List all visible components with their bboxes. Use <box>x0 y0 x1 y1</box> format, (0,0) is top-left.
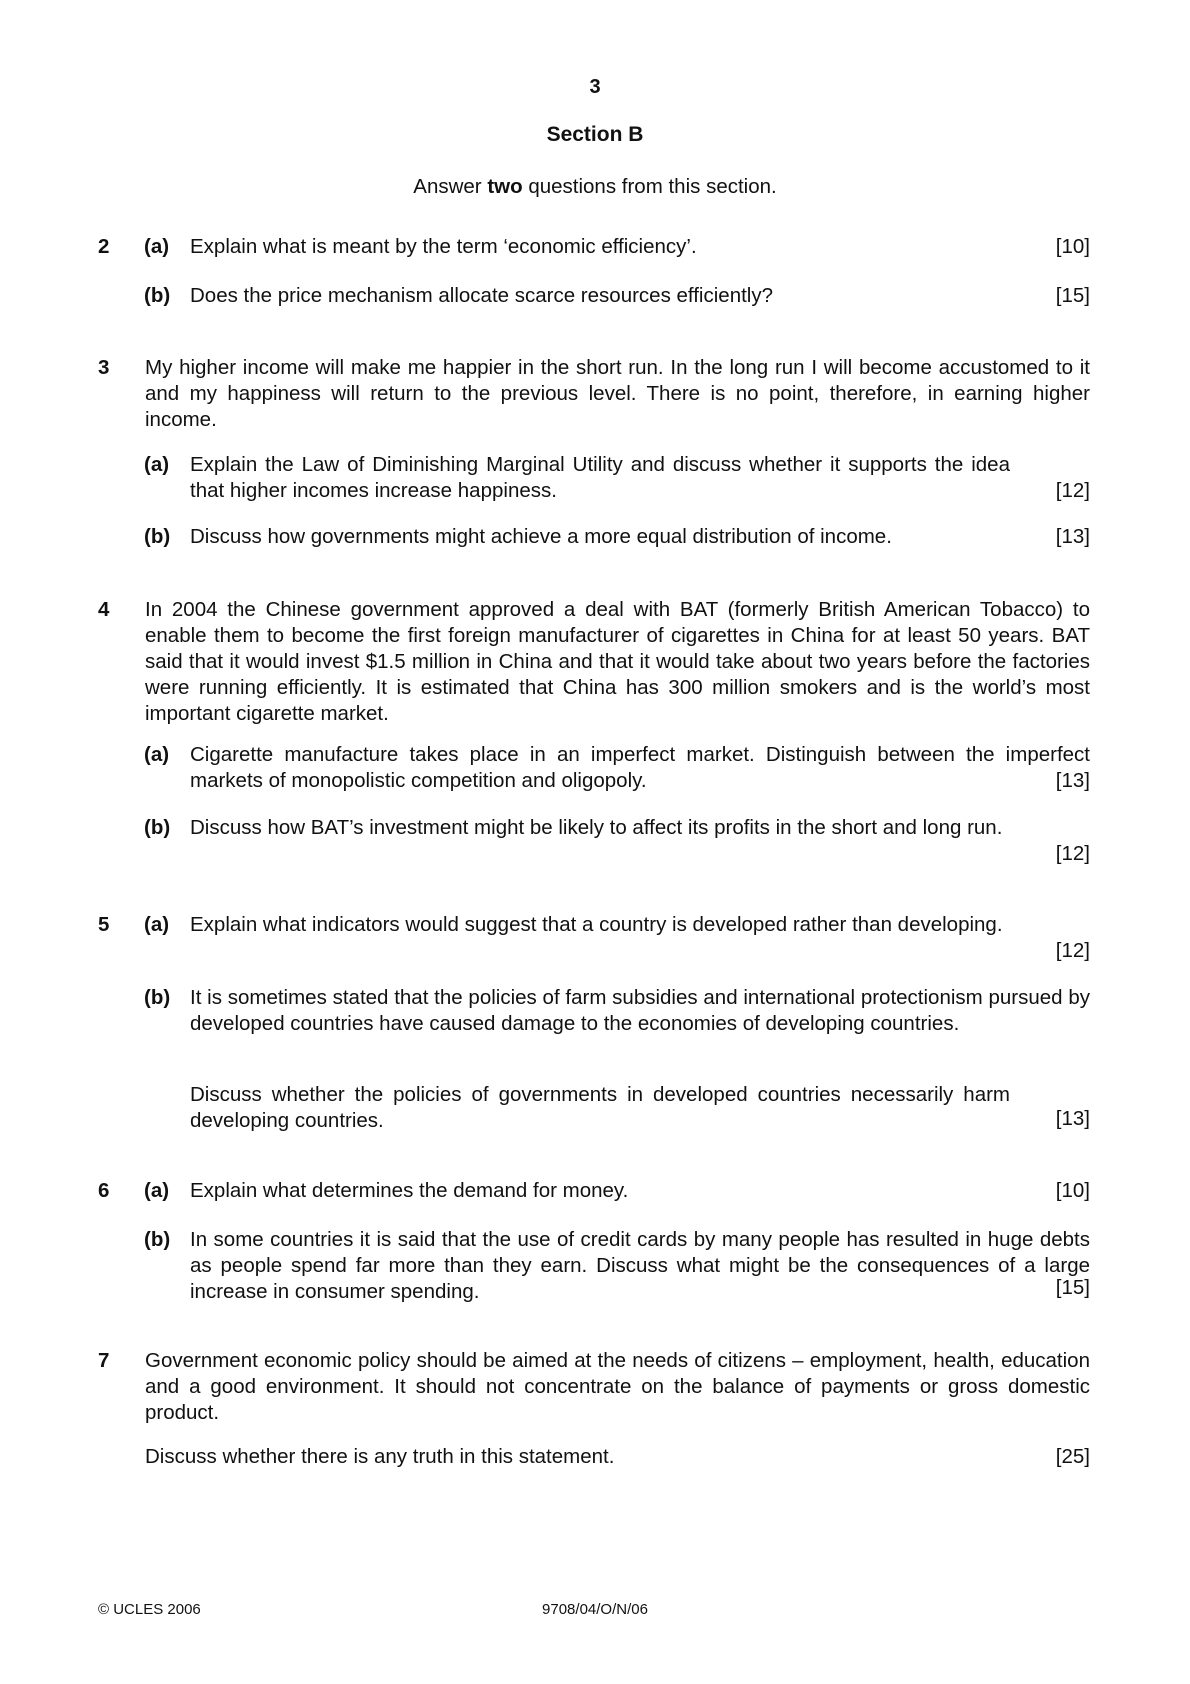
q5-part-b-text-2: Discuss whether the policies of governments in developed countries necessarily harm developing countries. <box>190 1083 1010 1132</box>
q2-part-a-text: Explain what is meant by the term ‘economic efficiency’. <box>190 235 697 258</box>
q5-part-a-label: (a) <box>144 913 170 936</box>
footer-paper-code: 9708/04/O/N/06 <box>542 1601 648 1618</box>
q7-mark: [25] <box>1055 1445 1090 1468</box>
q3-part-a-mark: [12] <box>1055 479 1090 502</box>
page-number: 3 <box>589 76 601 98</box>
instruction-post: questions from this section. <box>522 175 777 198</box>
q4-part-a-mark: [13] <box>1055 769 1090 792</box>
q5-part-b-label: (b) <box>144 986 171 1009</box>
q6-part-a-label: (a) <box>144 1179 170 1202</box>
q4-part-b-text: Discuss how BAT’s investment might be likely to affect its profits in the short and long run. <box>190 816 1003 839</box>
q3-part-a-label: (a) <box>144 453 170 476</box>
q4-part-b-mark: [12] <box>1055 842 1090 865</box>
q2-part-a-label: (a) <box>144 235 170 258</box>
q3-part-a-text: Explain the Law of Diminishing Marginal Utility and discuss whether it supports the idea that higher incomes increase happiness. <box>190 453 1010 502</box>
instruction <box>0 174 1190 200</box>
q6-part-a-text: Explain what determines the demand for money. <box>190 1179 629 1202</box>
q2-part-b-text: Does the price mechanism allocate scarce resources efficiently? <box>190 284 773 307</box>
q2-part-b-mark: [15] <box>1055 284 1090 307</box>
q5-part-b-text: It is sometimes stated that the policies of farm subsidies and international protectionism pursued by developed countries have caused damage to the economies of developing countries. <box>190 986 1090 1035</box>
question-number-5: 5 <box>98 913 110 936</box>
q5-part-a-text: Explain what indicators would suggest that a country is developed rather than developing. <box>190 913 1003 936</box>
q3-part-b-label: (b) <box>144 525 171 548</box>
question-number-3: 3 <box>98 356 110 379</box>
question-number-2: 2 <box>98 235 110 258</box>
section-title: Section B <box>546 123 644 146</box>
q3-part-b-text: Discuss how governments might achieve a more equal distribution of income. <box>190 525 892 548</box>
q6-part-b-text: In some countries it is said that the use of credit cards by many people has resulted in huge debts as people spend far more than they earn. Discuss what might be the consequences of a large increase in consumer spending. <box>190 1228 1090 1303</box>
q4-part-b-label: (b) <box>144 816 171 839</box>
q3-part-b-mark: [13] <box>1055 525 1090 548</box>
q4-part-a-label: (a) <box>144 743 170 766</box>
question-number-7: 7 <box>98 1349 110 1372</box>
question-number-4: 4 <box>98 598 110 621</box>
q4-part-a-text: Cigarette manufacture takes place in an imperfect market. Distinguish between the imperfect markets of monopolistic competition and oligopoly. <box>190 743 1090 792</box>
q3-stem: My higher income will make me happier in the short run. In the long run I will become accustomed to it and my happiness will return to the previous level. There is no point, therefore, in earning higher income. <box>145 356 1090 431</box>
q7-stem: Government economic policy should be aimed at the needs of citizens – employment, health, education and a good environment. It should not concentrate on the balance of payments or gross domestic product. <box>145 1349 1090 1424</box>
q4-stem: In 2004 the Chinese government approved a deal with BAT (formerly British American Tobacco) to enable them to become the first foreign manufacturer of cigarettes in China for at least 50 years. BAT said that it would invest $1.5 million in China and that it would take about two years before the factories were running efficiently. It is estimated that China has 300 million smokers and is the world’s most important cigarette market. <box>145 598 1090 725</box>
q6-part-b-mark: [15] <box>1055 1276 1090 1299</box>
question-number-6: 6 <box>98 1179 110 1202</box>
q5-part-a-mark: [12] <box>1055 939 1090 962</box>
q5-part-b-mark: [13] <box>1055 1107 1090 1130</box>
q6-part-a-mark: [10] <box>1055 1179 1090 1202</box>
q2-part-b-label: (b) <box>144 284 171 307</box>
instruction-pre: Answer <box>413 175 488 198</box>
footer-copyright: © UCLES 2006 <box>98 1601 201 1618</box>
instruction-bold: two <box>487 175 523 198</box>
q2-part-a-mark: [10] <box>1055 235 1090 258</box>
q7-task: Discuss whether there is any truth in this statement. <box>145 1445 615 1468</box>
q6-part-b-label: (b) <box>144 1228 171 1251</box>
